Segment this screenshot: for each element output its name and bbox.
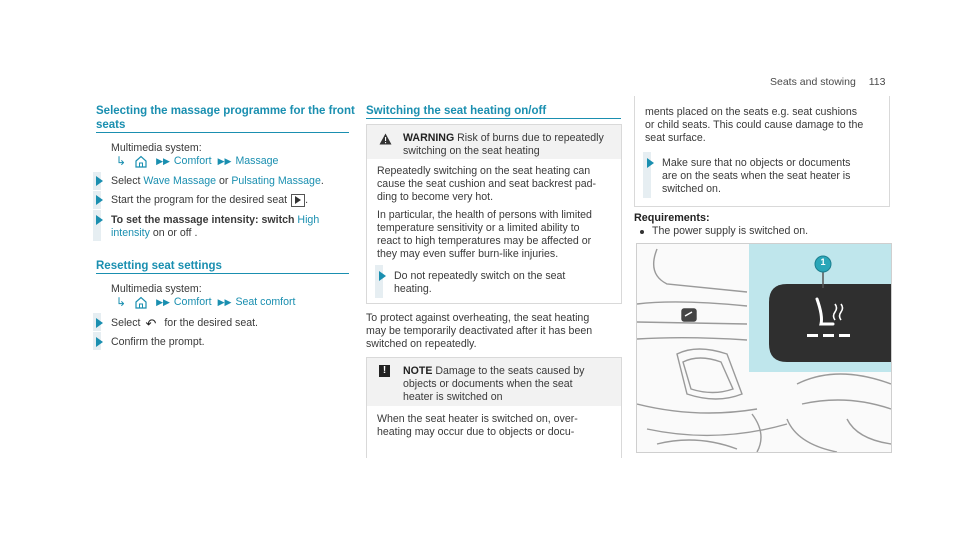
warning-box — [366, 124, 622, 304]
multimedia-label: Multimedia system: — [111, 142, 202, 154]
requirements-item: The power supply is switched on. — [640, 225, 808, 238]
note-title: NOTE Damage to the seats caused by objects or documents when the seat heater is switched on — [403, 365, 585, 403]
reset-heading: Resetting seat settings — [96, 260, 222, 272]
reset-menu-path — [116, 296, 296, 309]
menu-massage[interactable]: Massage — [235, 155, 279, 167]
note-exclamation-icon: ! — [379, 365, 390, 377]
menu-seat-comfort[interactable]: Seat comfort — [235, 296, 296, 308]
massage-heading: Selecting the massage programme for the front seats — [96, 105, 355, 131]
massage-step-1: Select Wave Massage or Pulsating Massage. — [96, 175, 324, 188]
overheat-paragraph: To protect against overheating, the seat heating may be temporarily deactivated after it has been switched on repeatedly. — [366, 312, 593, 350]
step-arrow-icon — [96, 318, 103, 328]
menu-comfort[interactable]: Comfort — [173, 296, 212, 308]
wave-massage-option[interactable]: Wave Massage — [143, 175, 217, 187]
bullet-icon — [640, 230, 644, 234]
chevron-right-icon: ▶▶ — [156, 156, 170, 166]
heading-rule — [96, 273, 349, 274]
warning-step: Do not repeatedly switch on the seat heating. — [379, 270, 565, 296]
step-arrow-icon — [96, 215, 103, 225]
warning-triangle-icon — [379, 133, 392, 145]
reset-back-icon[interactable]: ↶ — [145, 316, 157, 331]
note-continued-paragraph: ments placed on the seats e.g. seat cushions or child seats. This could cause damage to the seat surface. — [645, 106, 864, 144]
note-step: Make sure that no objects or documents are on the seats when the seat heater is switched on. — [647, 157, 850, 196]
reset-step-1: Select ↶ for the desired seat. — [96, 317, 258, 330]
multimedia-label: Multimedia system: — [111, 283, 202, 295]
step-arrow-icon — [379, 271, 386, 281]
warning-paragraph-1: Repeatedly switching on the seat heating can cause the seat cushion and seat backrest pad- ding to become very hot. — [377, 165, 597, 203]
high-intensity-switch-cont[interactable]: intensity — [111, 227, 150, 239]
reset-step-2: Confirm the prompt. — [96, 336, 205, 349]
note-box-continued — [634, 96, 890, 207]
requirements-heading: Requirements: — [634, 212, 710, 224]
massage-step-3: To set the massage intensity: switch High intensity on or off . — [96, 214, 319, 240]
section-name: Seats and stowing — [770, 76, 856, 88]
play-button-icon[interactable] — [291, 194, 305, 207]
home-icon[interactable] — [134, 155, 148, 168]
step-arrow-icon — [96, 195, 103, 205]
massage-menu-path — [116, 155, 278, 168]
note-paragraph: When the seat heater is switched on, over- heating may occur due to objects or docu- — [377, 413, 578, 438]
figure-callout-number: 1 — [820, 257, 826, 267]
note-box — [366, 357, 622, 458]
heating-heading: Switching the seat heating on/off — [366, 105, 547, 117]
warning-title: WARNING Risk of burns due to repeatedly switching on the seat heating — [403, 132, 604, 157]
step-arrow-icon — [647, 158, 654, 168]
pulsating-massage-option[interactable]: Pulsating Massage — [231, 175, 321, 187]
menu-comfort[interactable]: Comfort — [173, 155, 212, 167]
seat-heater-figure — [636, 243, 892, 453]
heading-rule — [96, 132, 349, 133]
step-arrow-icon — [96, 337, 103, 347]
return-arrow-icon: ↳ — [116, 154, 127, 168]
chevron-right-icon: ▶▶ — [217, 156, 232, 166]
home-icon[interactable] — [134, 296, 148, 309]
warning-paragraph-2: In particular, the health of persons with limited temperature sensitivity or a limited ability to react to high temperatures may be affected or they may even suffer burn-like injuries. — [377, 209, 592, 260]
step-arrow-icon — [96, 176, 103, 186]
running-header — [770, 76, 885, 88]
page-number: 113 — [868, 76, 886, 88]
chevron-right-icon: ▶▶ — [217, 297, 232, 307]
chevron-right-icon: ▶▶ — [156, 297, 170, 307]
door-panel-illustration — [637, 244, 891, 452]
heading-rule — [366, 118, 621, 119]
high-intensity-switch[interactable]: High — [297, 214, 320, 226]
return-arrow-icon: ↳ — [116, 295, 127, 309]
massage-step-2: Start the program for the desired seat . — [96, 194, 308, 207]
